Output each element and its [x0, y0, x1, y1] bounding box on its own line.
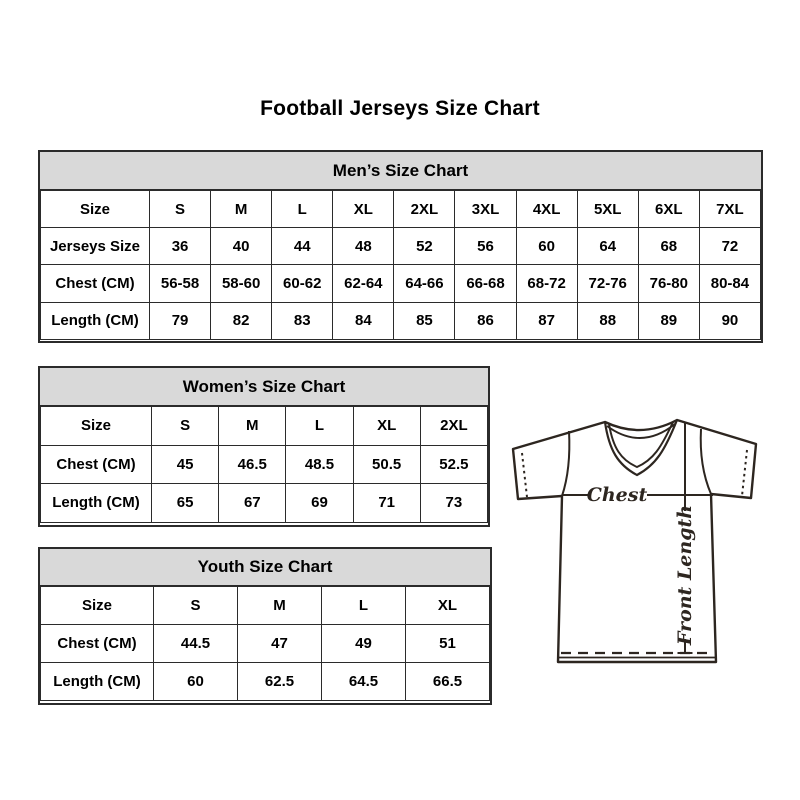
women-cell: XL	[353, 407, 420, 446]
men-row-label: Chest (CM)	[41, 265, 150, 302]
youth-size-table	[38, 547, 492, 705]
jersey-measurement-diagram	[505, 412, 775, 694]
men-cell: XL	[333, 191, 394, 228]
women-cell: L	[286, 407, 353, 446]
jersey-diagram-svg	[505, 412, 775, 694]
men-cell: 85	[394, 302, 455, 339]
men-cell: 82	[211, 302, 272, 339]
men-cell: 56	[455, 228, 516, 265]
youth-row-label: Chest (CM)	[41, 625, 154, 663]
youth-row-2	[41, 663, 490, 701]
men-cell: 66-68	[455, 265, 516, 302]
men-cell: M	[211, 191, 272, 228]
men-cell: 64-66	[394, 265, 455, 302]
womens-table-grid	[40, 406, 488, 523]
youth-cell: M	[238, 587, 322, 625]
men-cell: S	[150, 191, 211, 228]
men-cell: 72	[699, 228, 760, 265]
men-row-2	[41, 265, 761, 302]
youth-cell: 66.5	[406, 663, 490, 701]
men-cell: 68-72	[516, 265, 577, 302]
women-row-label: Size	[41, 407, 152, 446]
men-cell: 89	[638, 302, 699, 339]
women-row-2	[41, 484, 488, 523]
men-cell: 86	[455, 302, 516, 339]
men-cell: L	[272, 191, 333, 228]
youth-cell: 44.5	[154, 625, 238, 663]
men-cell: 36	[150, 228, 211, 265]
men-cell: 64	[577, 228, 638, 265]
women-row-label: Chest (CM)	[41, 445, 152, 484]
women-cell: 65	[152, 484, 219, 523]
women-cell: 48.5	[286, 445, 353, 484]
men-cell: 87	[516, 302, 577, 339]
front-length-label: Front Length	[674, 504, 696, 646]
men-cell: 40	[211, 228, 272, 265]
women-cell: 52.5	[420, 445, 487, 484]
women-row-1	[41, 445, 488, 484]
womens-table-title: Women’s Size Chart	[40, 368, 488, 406]
mens-table-title: Men’s Size Chart	[40, 152, 761, 190]
men-cell: 68	[638, 228, 699, 265]
men-row-label: Length (CM)	[41, 302, 150, 339]
youth-cell: XL	[406, 587, 490, 625]
mens-size-table	[38, 150, 763, 343]
womens-size-table	[38, 366, 490, 527]
youth-row-label: Length (CM)	[41, 663, 154, 701]
men-cell: 90	[699, 302, 760, 339]
women-cell: 69	[286, 484, 353, 523]
women-row-0	[41, 407, 488, 446]
men-cell: 48	[333, 228, 394, 265]
men-cell: 56-58	[150, 265, 211, 302]
men-row-label: Size	[41, 191, 150, 228]
men-cell: 60	[516, 228, 577, 265]
men-cell: 3XL	[455, 191, 516, 228]
men-row-0	[41, 191, 761, 228]
men-cell: 60-62	[272, 265, 333, 302]
chest-label: Chest	[586, 484, 648, 506]
women-cell: 2XL	[420, 407, 487, 446]
women-cell: S	[152, 407, 219, 446]
jersey-outline	[513, 420, 756, 662]
women-cell: 45	[152, 445, 219, 484]
women-cell: 71	[353, 484, 420, 523]
mens-table-grid	[40, 190, 761, 340]
youth-cell: 64.5	[322, 663, 406, 701]
men-cell: 44	[272, 228, 333, 265]
youth-cell: L	[322, 587, 406, 625]
women-cell: 67	[219, 484, 286, 523]
women-cell: 50.5	[353, 445, 420, 484]
youth-cell: 60	[154, 663, 238, 701]
page-title: Football Jerseys Size Chart	[260, 97, 540, 120]
youth-row-0	[41, 587, 490, 625]
youth-cell: 62.5	[238, 663, 322, 701]
men-cell: 88	[577, 302, 638, 339]
men-cell: 76-80	[638, 265, 699, 302]
men-cell: 72-76	[577, 265, 638, 302]
men-cell: 58-60	[211, 265, 272, 302]
women-cell: 73	[420, 484, 487, 523]
men-cell: 62-64	[333, 265, 394, 302]
men-cell: 2XL	[394, 191, 455, 228]
men-cell: 6XL	[638, 191, 699, 228]
men-cell: 83	[272, 302, 333, 339]
men-cell: 4XL	[516, 191, 577, 228]
women-cell: M	[219, 407, 286, 446]
youth-cell: S	[154, 587, 238, 625]
men-cell: 52	[394, 228, 455, 265]
women-cell: 46.5	[219, 445, 286, 484]
youth-cell: 49	[322, 625, 406, 663]
youth-cell: 51	[406, 625, 490, 663]
youth-cell: 47	[238, 625, 322, 663]
women-row-label: Length (CM)	[41, 484, 152, 523]
men-row-3	[41, 302, 761, 339]
men-cell: 80-84	[699, 265, 760, 302]
youth-table-grid	[40, 586, 490, 701]
men-cell: 79	[150, 302, 211, 339]
youth-row-label: Size	[41, 587, 154, 625]
youth-row-1	[41, 625, 490, 663]
men-cell: 7XL	[699, 191, 760, 228]
men-row-1	[41, 228, 761, 265]
men-row-label: Jerseys Size	[41, 228, 150, 265]
men-cell: 84	[333, 302, 394, 339]
men-cell: 5XL	[577, 191, 638, 228]
youth-table-title: Youth Size Chart	[40, 549, 490, 586]
